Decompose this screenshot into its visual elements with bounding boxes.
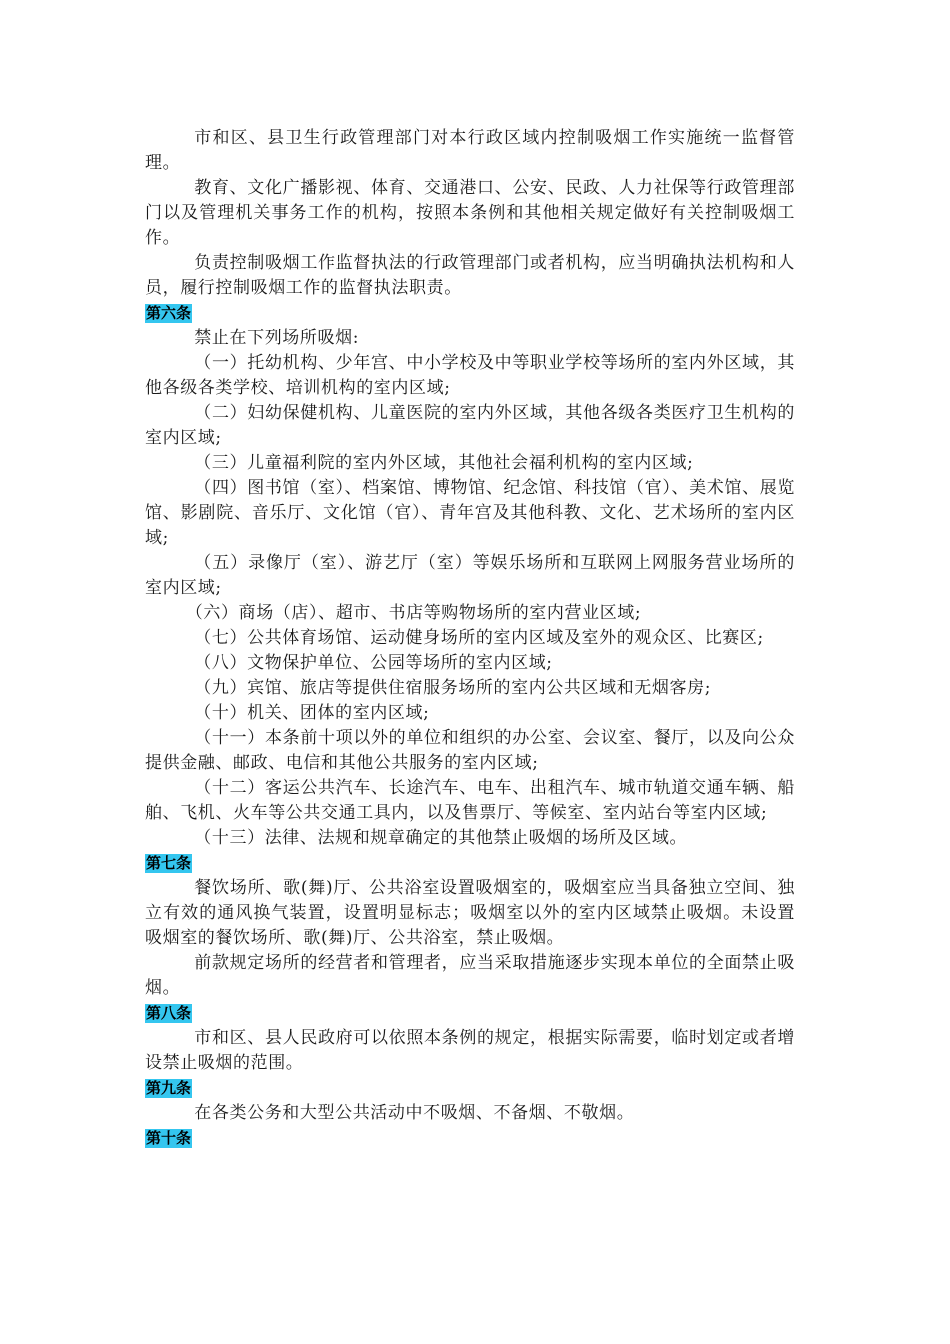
- article-paragraph: 负责控制吸烟工作监督执法的行政管理部门或者机构，应当明确执法机构和人员，履行控制吸烟工作的监督执法职责。: [145, 253, 795, 298]
- article-heading: [145, 301, 795, 326]
- document-body: [145, 126, 795, 1151]
- article-paragraph: （五）录像厅（室）、游艺厅（室）等娱乐场所和互联网上网服务营业场所的室内区域;: [145, 553, 795, 598]
- article-paragraph: （四）图书馆（室）、档案馆、博物馆、纪念馆、科技馆（官）、美术馆、展览馆、影剧院、音乐厅、文化馆（官）、青年宫及其他科教、文化、艺术场所的室内区域;: [145, 478, 795, 548]
- article-heading: [145, 1001, 795, 1026]
- article-paragraph: （十）机关、团体的室内区域;: [194, 703, 430, 723]
- article-paragraph: （二）妇幼保健机构、儿童医院的室内外区域，其他各级各类医疗卫生机构的室内区域;: [145, 403, 795, 448]
- article-heading: [145, 1076, 795, 1101]
- article-paragraph: 市和区、县卫生行政管理部门对本行政区域内控制吸烟工作实施统一监督管理。: [145, 128, 795, 173]
- article-paragraph: 禁止在下列场所吸烟:: [194, 328, 360, 348]
- article-heading-label: 第十条: [146, 1129, 192, 1147]
- article-heading: [145, 1126, 795, 1151]
- article-paragraph: 前款规定场所的经营者和管理者，应当采取措施逐步实现本单位的全面禁止吸烟。: [145, 953, 795, 998]
- article-paragraph: （六）商场（店）、超市、书店等购物场所的室内营业区域;: [185, 603, 642, 623]
- article-heading-label: 第六条: [146, 304, 192, 322]
- article-paragraph: 教育、文化广播影视、体育、交通港口、公安、民政、人力社保等行政管理部门以及管理机关事务工作的机构，按照本条例和其他相关规定做好有关控制吸烟工作。: [145, 178, 795, 248]
- article-paragraph: （九）宾馆、旅店等提供住宿服务场所的室内公共区域和无烟客房;: [194, 678, 712, 698]
- article-heading-label: 第七条: [146, 854, 192, 872]
- article-paragraph: （三）儿童福利院的室内外区域，其他社会福利机构的室内区域;: [194, 453, 694, 473]
- article-heading-label: 第九条: [146, 1079, 192, 1097]
- article-paragraph: 餐饮场所、歌(舞)厅、公共浴室设置吸烟室的，吸烟室应当具备独立空间、独立有效的通风换气装置，设置明显标志；吸烟室以外的室内区域禁止吸烟。未设置吸烟室的餐饮场所、歌(舞)厅、公共浴室，禁止吸烟。: [145, 878, 795, 948]
- article-paragraph: （十一）本条前十项以外的单位和组织的办公室、会议室、餐厅，以及向公众提供金融、邮政、电信和其他公共服务的室内区域;: [145, 728, 795, 773]
- article-paragraph: 市和区、县人民政府可以依照本条例的规定，根据实际需要，临时划定或者增设禁止吸烟的范围。: [145, 1028, 795, 1073]
- article-heading-label: 第八条: [146, 1004, 192, 1022]
- article-paragraph: （八）文物保护单位、公园等场所的室内区域;: [194, 653, 553, 673]
- article-paragraph: （十三）法律、法规和规章确定的其他禁止吸烟的场所及区域。: [194, 828, 688, 848]
- article-heading: [145, 851, 795, 876]
- article-paragraph: （七）公共体育场馆、运动健身场所的室内区域及室外的观众区、比赛区;: [194, 628, 764, 648]
- article-paragraph: （一）托幼机构、少年宫、中小学校及中等职业学校等场所的室内外区域，其他各级各类学校、培训机构的室内区域;: [145, 353, 795, 398]
- article-paragraph: 在各类公务和大型公共活动中不吸烟、不备烟、不敬烟。: [194, 1103, 635, 1123]
- article-paragraph: （十二）客运公共汽车、长途汽车、电车、出租汽车、城市轨道交通车辆、船舶、飞机、火车等公共交通工具内，以及售票厅、等候室、室内站台等室内区域;: [145, 778, 795, 823]
